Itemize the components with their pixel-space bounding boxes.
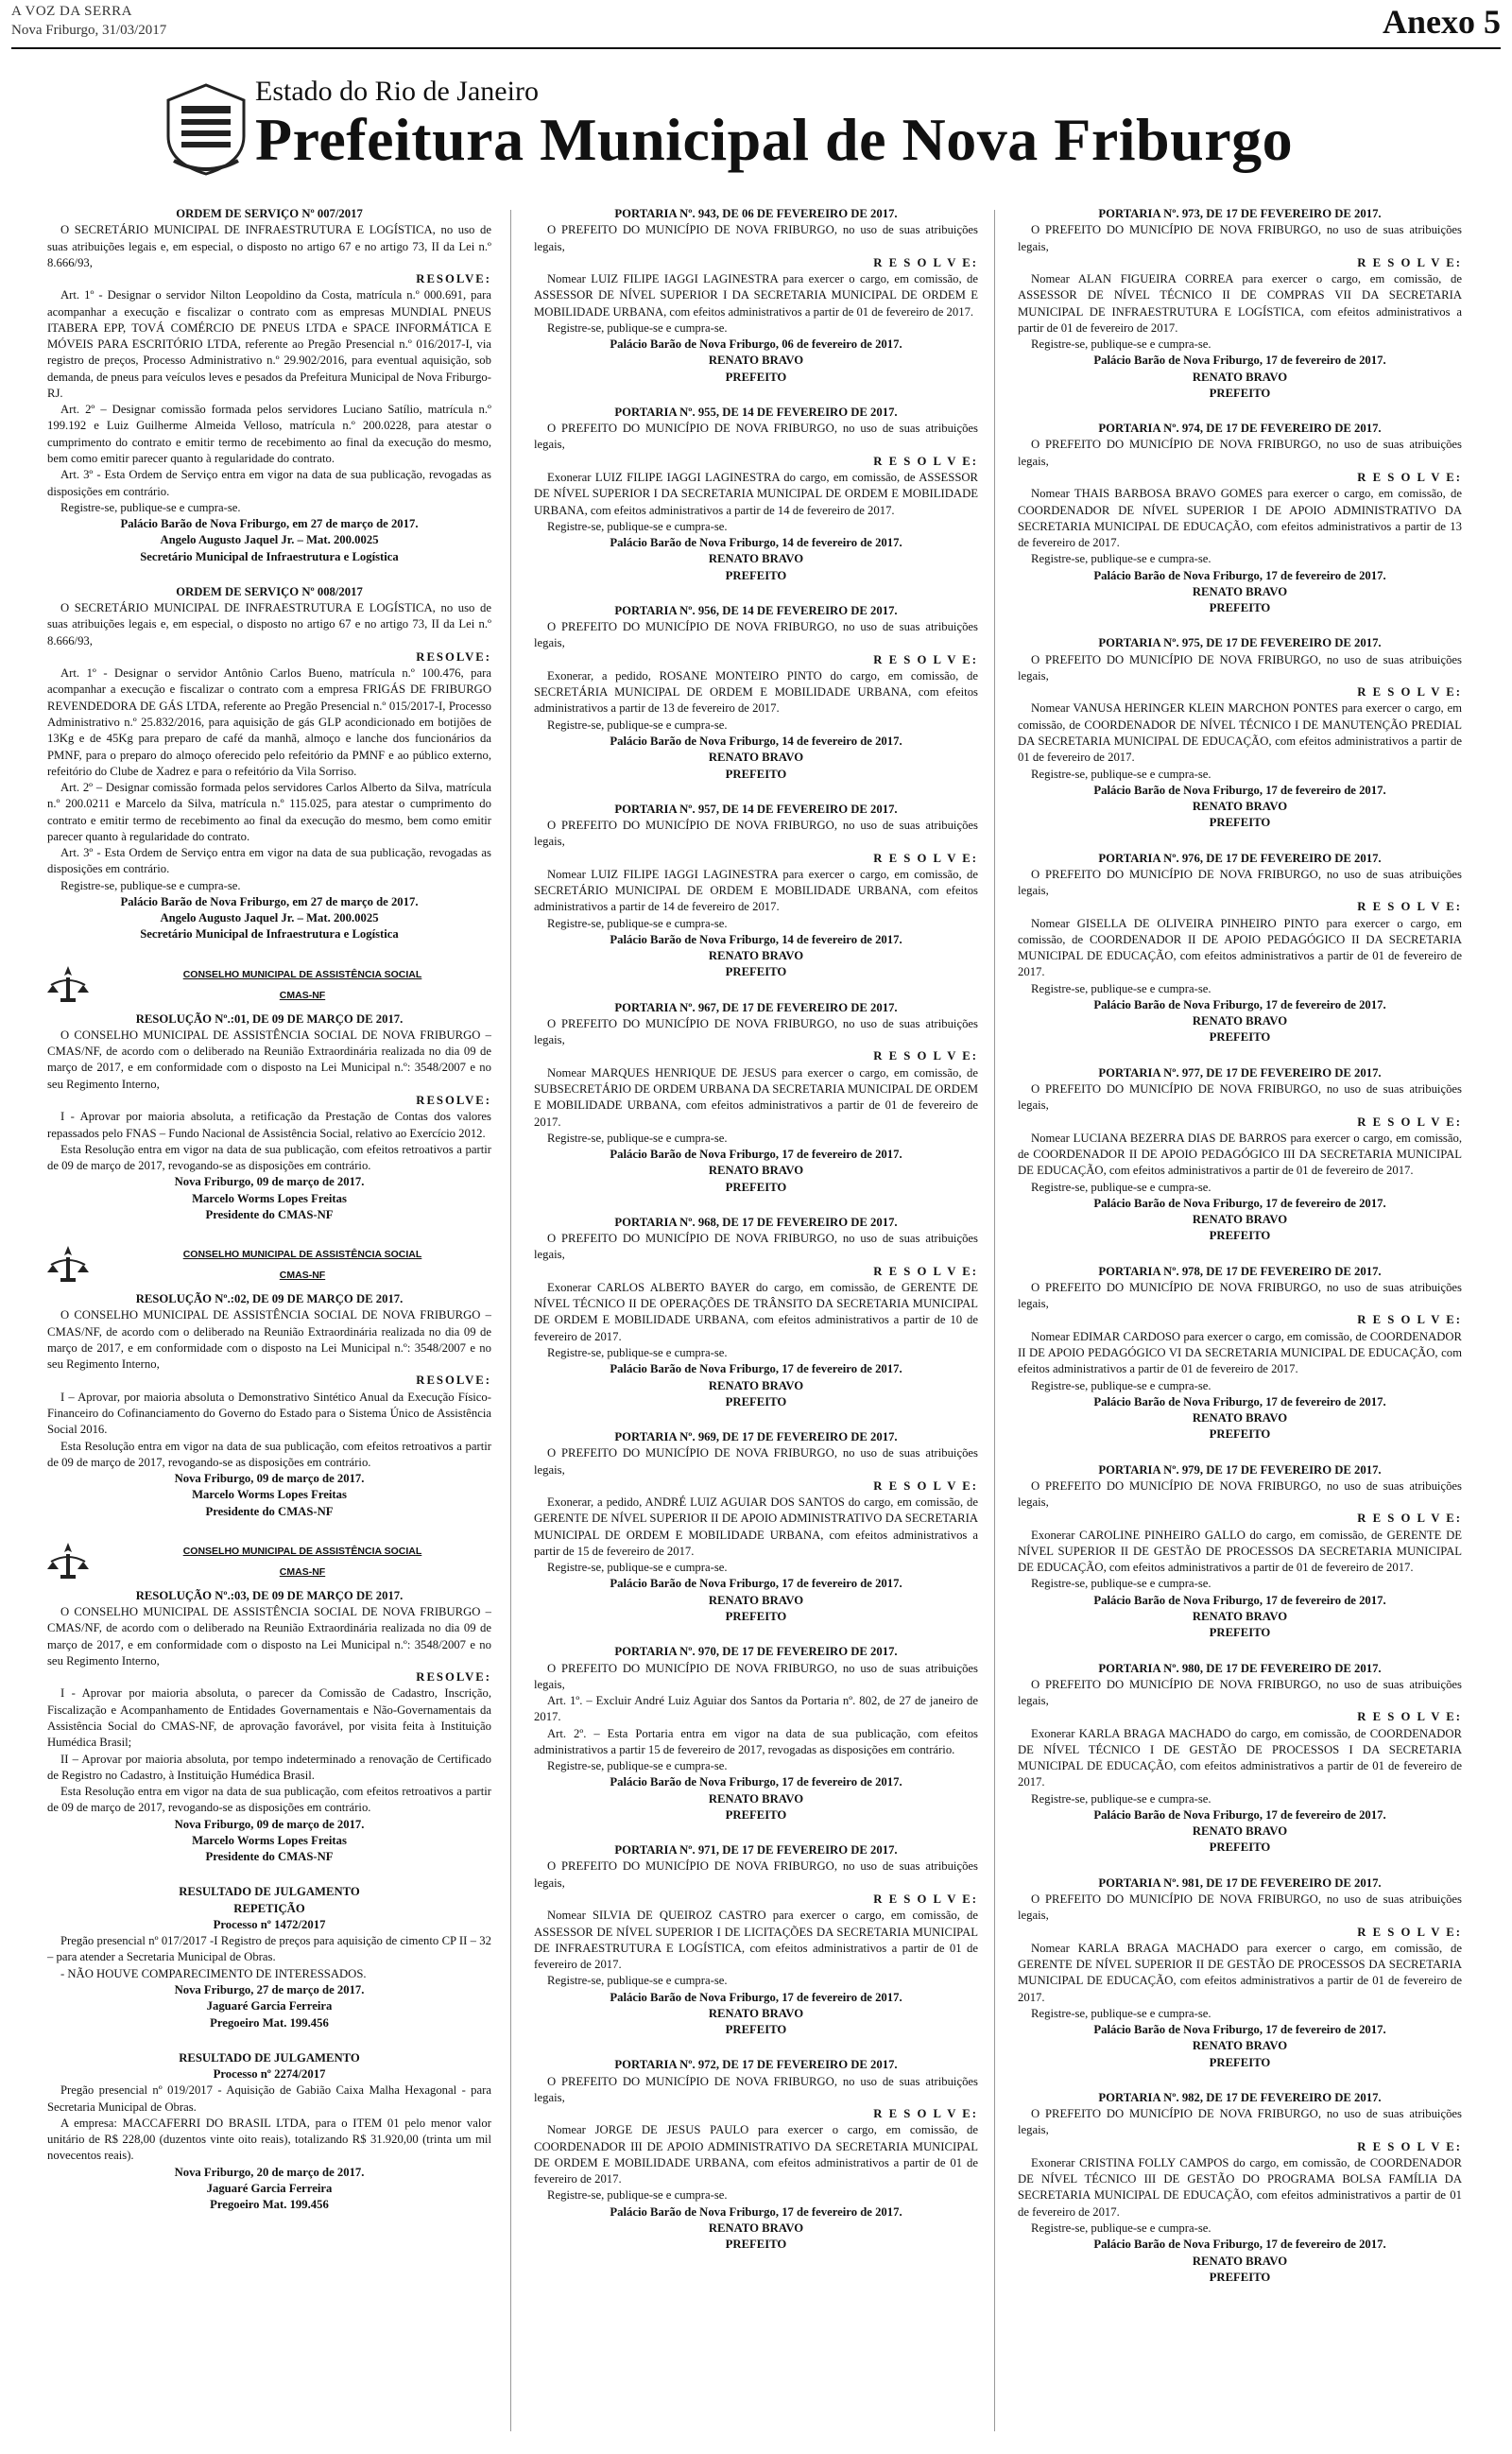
doc-paragraph: Art. 1º. – Excluir André Luiz Aguiar dos Santos da Portaria nº. 802, de 27 de janeiro de 2017. — [534, 1694, 978, 1724]
doc-paragraph: Registre-se, publique-se e cumpra-se. — [1031, 552, 1211, 566]
signer-role: Secretário Municipal de Infraestrutura e Logística — [140, 927, 399, 942]
column-3 — [1018, 206, 1462, 2437]
doc-paragraph: O CONSELHO MUNICIPAL DE ASSISTÊNCIA SOCIAL DE NOVA FRIBURGO – CMAS/NF, de acordo com o deliberado na Reunião Extraordinária realizada no dia 09 de março de 2017, e em conformidade com o disposto na Lei Municipal n.º: 3548/2007 e no seu Regimento Interno, — [47, 1028, 491, 1091]
doc-title: PORTARIA Nº. 982, DE 17 DE FEVEREIRO DE 2017. — [1098, 2090, 1382, 2104]
doc-paragraph: Nomear LUCIANA BEZERRA DIAS DE BARROS para exercer o cargo, em comissão, de COORDENADOR II DE APOIO PEDAGÓGICO III DA SECRETARIA MUNICIPAL DE EDUCAÇÃO, com efeitos administrativos a partir de 01 de fevereiro de 2017. — [1018, 1131, 1462, 1178]
process-number: Processo nº 2274/2017 — [213, 2067, 326, 2082]
doc-paragraph: Nomear KARLA BRAGA MACHADO para exercer o cargo, em comissão, de GERENTE DE NÍVEL SUPERIOR II DE GESTÃO DE PROCESSOS DA SECRETARIA MUNICIPAL DE EDUCAÇÃO, com efeitos administrativos a partir de 01 de fevereiro de 2017. — [1018, 1941, 1462, 2004]
resolucao-03 — [47, 1539, 491, 1866]
doc-paragraph: Registre-se, publique-se e cumpra-se. — [547, 1131, 728, 1145]
doc-paragraph: Art. 2º – Designar comissão formada pelos servidores Luciano Satílio, matrícula n.º 199.192 e Luiz Guilherme Almeida Velloso, matrícula n.º 200.0228, para atestar o cumprimento do contrato e emitir termo de recebimento ao final da execução do mesmo, bem como emitir parecer quanto à regularidade do contrato. — [47, 403, 491, 465]
resolve-label: R E S O L V E: — [1357, 2139, 1462, 2153]
doc-paragraph: I - Aprovar por maioria absoluta, o parecer da Comissão de Cadastro, Inscrição, Fiscalização e Acompanhamento de Entidades Governamentais e Não-Governamentais da Assistência Social do CMAS-NF, de aprovação favorável, por visita feita à Instituição Humédica Brasil; — [47, 1686, 491, 1750]
doc-date: Palácio Barão de Nova Friburgo, 17 de fevereiro de 2017. — [1093, 2238, 1386, 2252]
portaria-col2-8 — [534, 1842, 978, 2038]
doc-paragraph: O PREFEITO DO MUNICÍPIO DE NOVA FRIBURGO, no uso de suas atribuições legais, — [534, 2074, 978, 2104]
signer-name: RENATO BRAVO — [1192, 2254, 1288, 2268]
doc-date: Palácio Barão de Nova Friburgo, 06 de fevereiro de 2017. — [610, 337, 902, 352]
signer-role: PREFEITO — [1209, 1229, 1271, 1243]
cmas-subtitle: CMAS-NF — [279, 1270, 326, 1282]
portaria-col2-5 — [534, 1215, 978, 1410]
doc-paragraph: Nomear ALAN FIGUEIRA CORREA para exercer o cargo, em comissão, de ASSESSOR DE NÍVEL TÉCNICO II DE COMPRAS VII DA SECRETARIA MUNICIPAL DE INFRAESTRUTURA E LOGÍSTICA, com efeitos administrativos a partir de 01 de fevereiro de 2017. — [1018, 272, 1462, 335]
signer-role: PREFEITO — [725, 1180, 787, 1194]
resolve-label: R E S O L V E: — [873, 851, 978, 865]
doc-paragraph: O PREFEITO DO MUNICÍPIO DE NOVA FRIBURGO, no uso de suas atribuições legais, — [1018, 1082, 1462, 1113]
doc-paragraph: O PREFEITO DO MUNICÍPIO DE NOVA FRIBURGO, no uso de suas atribuições legais, — [1018, 2107, 1462, 2137]
doc-paragraph: O PREFEITO DO MUNICÍPIO DE NOVA FRIBURGO, no uso de suas atribuições legais, — [534, 223, 978, 253]
doc-paragraph: Nomear GISELLA DE OLIVEIRA PINHEIRO PINTO para exercer o cargo, em comissão, de COORDENADOR II DE APOIO PEDAGÓGICO II DA SECRETARIA MUNICIPAL DE EDUCAÇÃO, com efeitos administrativos a partir de 01 de fevereiro de 2017. — [1018, 916, 1462, 979]
signer-name: RENATO BRAVO — [708, 2221, 804, 2236]
portaria-col2-3 — [534, 802, 978, 981]
signer-role: PREFEITO — [725, 370, 787, 384]
resolve-label: R E S O L V E: — [873, 1478, 978, 1493]
doc-date: Palácio Barão de Nova Friburgo, 17 de fevereiro de 2017. — [610, 2204, 902, 2219]
portaria-col3-9 — [1018, 2090, 1462, 2286]
signer-role: PREFEITO — [725, 767, 787, 781]
doc-paragraph: O PREFEITO DO MUNICÍPIO DE NOVA FRIBURGO, no uso de suas atribuições legais, — [534, 1661, 978, 1691]
doc-date: Palácio Barão de Nova Friburgo, 17 de fevereiro de 2017. — [1093, 2023, 1386, 2037]
doc-paragraph: O PREFEITO DO MUNICÍPIO DE NOVA FRIBURGO, no uso de suas atribuições legais, — [1018, 1677, 1462, 1708]
doc-paragraph: Exonerar KARLA BRAGA MACHADO do cargo, em comissão, de COORDENADOR DE NÍVEL TÉCNICO I DE GESTÃO DE PROCESSOS I DA SECRETARIA MUNICIPAL DE EDUCAÇÃO, com efeitos administrativos a partir de 01 de fevereiro de 2017. — [1018, 1726, 1462, 1789]
doc-paragraph: Esta Resolução entra em vigor na data de sua publicação, com efeitos retroativos a partir de 09 de março de 2017, revogando-se as disposições em contrário. — [47, 1785, 491, 1815]
resolve-label: R E S O L V E: — [1357, 1115, 1462, 1129]
cmas-logo-icon — [47, 962, 89, 1004]
doc-paragraph: Nomear EDIMAR CARDOSO para exercer o cargo, em comissão, de COORDENADOR II DE APOIO PEDAGÓGICO VI DA SECRETARIA MUNICIPAL DE EDUCAÇÃO, com efeitos administrativos a partir de 01 de fevereiro de 2017. — [1018, 1329, 1462, 1376]
doc-date: Palácio Barão de Nova Friburgo, 17 de fevereiro de 2017. — [610, 1362, 902, 1376]
doc-date: Palácio Barão de Nova Friburgo, 17 de fevereiro de 2017. — [1093, 1196, 1386, 1210]
doc-title: RESULTADO DE JULGAMENTO — [179, 2050, 360, 2065]
doc-paragraph: Exonerar CARLOS ALBERTO BAYER do cargo, em comissão, de GERENTE DE NÍVEL TÉCNICO II DE OPERAÇÕES DE TRÂNSITO DA SECRETARIA MUNICIPAL DE ORDEM E MOBILIDADE URBANA, com efeitos administrativos a partir de 10 de fevereiro de 2017. — [534, 1280, 978, 1343]
page-header — [11, 0, 1501, 49]
doc-paragraph: I - Aprovar por maioria absoluta, a retificação da Prestação de Contas dos valores repassados pelo FNAS – Fundo Nacional de Assistência Social, relativo ao Exercício 2012. — [47, 1110, 491, 1140]
doc-paragraph: Registre-se, publique-se e cumpra-se. — [1031, 1577, 1211, 1591]
doc-date: Palácio Barão de Nova Friburgo, 17 de fevereiro de 2017. — [1093, 997, 1386, 1011]
doc-title: PORTARIA Nº. 957, DE 14 DE FEVEREIRO DE 2017. — [614, 802, 898, 816]
cmas-header — [47, 962, 491, 1008]
column-1 — [47, 206, 491, 2437]
signer-name: RENATO BRAVO — [708, 1164, 804, 1178]
doc-paragraph: Art. 3º - Esta Ordem de Serviço entra em vigor na data de sua publicação, revogadas as disposições em contrário. — [47, 846, 491, 876]
doc-paragraph: O PREFEITO DO MUNICÍPIO DE NOVA FRIBURGO, no uso de suas atribuições legais, — [1018, 1478, 1462, 1510]
doc-title: PORTARIA Nº. 981, DE 17 DE FEVEREIRO DE 2017. — [1098, 1875, 1382, 1890]
doc-paragraph: Art. 1º - Designar o servidor Nilton Leopoldino da Costa, matrícula n.º 000.691, para acompanhar a execução e fiscalizar o contrato com as empresas MUNDIAL PNEUS ITABERA EPP, TOVÁ COMÉRCIO DE PNEUS LTDA e SPACE INFORMÁTICA E MÓVEIS PARA ESCRITÓRIO LTDA, referente ao Pregão Presencial n.º 016/2017-I, via registro de preços, Processo Administrativo n.º 29.902/2016, para eventual aquisição, sob demanda, de pneus para veículos leves e pesados da Prefeitura Municipal de Nova Friburgo-RJ. — [47, 288, 491, 400]
signer-role: PREFEITO — [725, 1609, 787, 1623]
ordem-servico-008 — [47, 584, 491, 943]
signer-name: RENATO BRAVO — [1192, 1824, 1288, 1839]
signer-role: Presidente do CMAS-NF — [205, 1504, 334, 1518]
signer-name: Marcelo Worms Lopes Freitas — [192, 1833, 347, 1847]
portaria-col3-5 — [1018, 1264, 1462, 1443]
column-divider — [994, 210, 995, 2431]
resolve-label: RESOLVE: — [416, 272, 491, 286]
city-crest-icon — [161, 79, 251, 178]
doc-paragraph: O PREFEITO DO MUNICÍPIO DE NOVA FRIBURGO, no uso de suas atribuições legais, — [534, 819, 978, 849]
signer-role: PREFEITO — [725, 1394, 787, 1408]
doc-paragraph: Art. 3º - Esta Ordem de Serviço entra em vigor na data de sua publicação, revogadas as disposições em contrário. — [47, 468, 491, 498]
doc-title: PORTARIA Nº. 975, DE 17 DE FEVEREIRO DE 2017. — [1098, 636, 1382, 650]
portaria-col3-2 — [1018, 635, 1462, 831]
doc-paragraph: O CONSELHO MUNICIPAL DE ASSISTÊNCIA SOCIAL DE NOVA FRIBURGO – CMAS/NF, de acordo com o deliberado na Reunião Extraordinária realizada no dia 09 de março de 2017, e em conformidade com o disposto na Lei Municipal n.º: 3548/2007 e no seu Regimento Interno, — [47, 1308, 491, 1372]
signer-role: Pregoeiro Mat. 199.456 — [210, 2015, 329, 2030]
doc-title: PORTARIA Nº. 968, DE 17 DE FEVEREIRO DE 2017. — [614, 1215, 898, 1229]
signer-name: RENATO BRAVO — [708, 949, 804, 963]
signer-name: RENATO BRAVO — [708, 751, 804, 765]
cmas-logo-icon — [47, 1539, 89, 1581]
portaria-col2-1 — [534, 405, 978, 584]
signer-name: Jaguaré Garcia Ferreira — [206, 2181, 333, 2195]
cmas-header — [47, 1539, 491, 1584]
doc-date: Palácio Barão de Nova Friburgo, 14 de fevereiro de 2017. — [610, 734, 902, 748]
doc-title: PORTARIA Nº. 970, DE 17 DE FEVEREIRO DE 2017. — [614, 1645, 898, 1659]
doc-paragraph: Nomear LUIZ FILIPE IAGGI LAGINESTRA para exercer o cargo, em comissão, de ASSESSOR DE NÍVEL SUPERIOR I DA SECRETARIA MUNICIPAL DE ORDEM E MOBILIDADE URBANA, com efeitos administrativos a partir de 01 de fevereiro de 2017. — [534, 272, 978, 319]
signer-role: PREFEITO — [1209, 2055, 1271, 2069]
doc-paragraph: Registre-se, publique-se e cumpra-se. — [1031, 2006, 1211, 2020]
doc-paragraph: O PREFEITO DO MUNICÍPIO DE NOVA FRIBURGO, no uso de suas atribuições legais, — [534, 1232, 978, 1262]
portaria-col2-2 — [534, 603, 978, 783]
signer-name: RENATO BRAVO — [1192, 1609, 1288, 1623]
signer-role: PREFEITO — [1209, 816, 1271, 830]
signer-name: RENATO BRAVO — [708, 552, 804, 566]
resolve-label: R E S O L V E: — [873, 1892, 978, 1906]
signer-name: RENATO BRAVO — [708, 1593, 804, 1607]
doc-paragraph: Nomear THAIS BARBOSA BRAVO GOMES para exercer o cargo, em comissão, de COORDENADOR DE NÍVEL SUPERIOR I DE APOIO ADMINISTRATIVO DA SECRETARIA MUNICIPAL DE EDUCAÇÃO, com efeitos administrativos a partir de 13 de fevereiro de 2017. — [1018, 487, 1462, 550]
cmas-subtitle: CMAS-NF — [279, 989, 326, 1001]
signer-name: RENATO BRAVO — [1192, 1213, 1288, 1227]
doc-date: Nova Friburgo, 09 de março de 2017. — [174, 1817, 365, 1831]
resultado-julgamento-2 — [47, 2050, 491, 2214]
doc-paragraph: O PREFEITO DO MUNICÍPIO DE NOVA FRIBURGO, no uso de suas atribuições legais, — [534, 1016, 978, 1047]
signer-role: PREFEITO — [725, 965, 787, 979]
doc-paragraph: O PREFEITO DO MUNICÍPIO DE NOVA FRIBURGO, no uso de suas atribuições legais, — [1018, 1892, 1462, 1923]
doc-paragraph: - NÃO HOUVE COMPARECIMENTO DE INTERESSADOS. — [60, 1966, 367, 1980]
signer-role: PREFEITO — [725, 2023, 787, 2037]
resolve-label: R E S O L V E: — [1357, 255, 1462, 269]
doc-date: Nova Friburgo, 27 de março de 2017. — [174, 1982, 365, 1996]
doc-title: PORTARIA Nº. 955, DE 14 DE FEVEREIRO DE 2017. — [614, 405, 898, 419]
signer-name: Angelo Augusto Jaquel Jr. – Mat. 200.0025 — [160, 533, 379, 547]
doc-paragraph: O PREFEITO DO MUNICÍPIO DE NOVA FRIBURGO, no uso de suas atribuições legais, — [1018, 223, 1462, 253]
doc-paragraph: Registre-se, publique-se e cumpra-se. — [547, 1561, 728, 1575]
doc-paragraph: Registre-se, publique-se e cumpra-se. — [547, 717, 728, 732]
resultado-julgamento-1 — [47, 1884, 491, 2031]
signer-name: RENATO BRAVO — [1192, 370, 1288, 384]
cmas-title: CONSELHO MUNICIPAL DE ASSISTÊNCIA SOCIAL — [182, 1249, 422, 1261]
signer-role: PREFEITO — [725, 568, 787, 582]
signer-name: RENATO BRAVO — [1192, 2039, 1288, 2053]
portaria-col3-0 — [1018, 206, 1462, 402]
doc-paragraph: I – Aprovar, por maioria absoluta o Demonstrativo Sintético Anual da Execução Físico-Financeiro do Cofinanciamento do Governo do Estado para o Sistema Único de Assistência Social 2016. — [47, 1390, 491, 1437]
signer-name: RENATO BRAVO — [1192, 1411, 1288, 1426]
doc-paragraph: Registre-se, publique-se e cumpra-se. — [1031, 1180, 1211, 1194]
doc-paragraph: O SECRETÁRIO MUNICIPAL DE INFRAESTRUTURA E LOGÍSTICA, no uso de suas atribuições legais e, em especial, o disposto no artigo 67 e no artigo 73, II da Lei n.º 8.666/93, — [47, 601, 491, 648]
portaria-col2-0 — [534, 206, 978, 386]
doc-paragraph: Pregão presencial nº 017/2017 -I Registro de preços para aquisição de cimento CP II – 32 – para atender a Secretaria Municipal de Obras. — [47, 1934, 491, 1964]
resolve-label: R E S O L V E: — [873, 2107, 978, 2121]
column-divider — [510, 210, 511, 2431]
doc-title: PORTARIA Nº. 980, DE 17 DE FEVEREIRO DE 2017. — [1098, 1661, 1382, 1675]
doc-title: RESOLUÇÃO Nº.:02, DE 09 DE MARÇO DE 2017. — [135, 1292, 404, 1306]
doc-paragraph: Nomear MARQUES HENRIQUE DE JESUS para exercer o cargo, em comissão, de SUBSECRETÁRIO DE ORDEM URBANA DA SECRETARIA MUNICIPAL DE ORDEM E MOBILIDADE URBANA, com efeitos administrativos a partir de 01 de fevereiro de 2017. — [534, 1065, 978, 1129]
portaria-col3-1 — [1018, 421, 1462, 616]
doc-title: ORDEM DE SERVIÇO Nº 008/2017 — [176, 584, 363, 598]
cmas-header — [47, 1242, 491, 1287]
signer-role: PREFEITO — [1209, 601, 1271, 615]
doc-paragraph: O CONSELHO MUNICIPAL DE ASSISTÊNCIA SOCIAL DE NOVA FRIBURGO – CMAS/NF, de acordo com o deliberado na Reunião Extraordinária realizada no dia 09 de março de 2017, e em conformidade com o disposto na Lei Municipal n.º: 3548/2007 e no seu Regimento Interno, — [47, 1605, 491, 1668]
doc-paragraph: Nomear JORGE DE JESUS PAULO para exercer o cargo, em comissão, de COORDENADOR III DE APOIO ADMINISTRATIVO DA SECRETARIA MUNICIPAL DE ORDEM E MOBILIDADE URBANA, com efeitos administrativos a partir de 01 de fevereiro de 2017. — [534, 2123, 978, 2186]
doc-title: RESOLUÇÃO Nº.:03, DE 09 DE MARÇO DE 2017. — [135, 1588, 404, 1602]
signer-role: Secretário Municipal de Infraestrutura e Logística — [140, 549, 399, 563]
doc-paragraph: Registre-se, publique-se e cumpra-se. — [60, 878, 241, 892]
doc-date: Palácio Barão de Nova Friburgo, 17 de fevereiro de 2017. — [1093, 354, 1386, 368]
doc-date: Palácio Barão de Nova Friburgo, 17 de fevereiro de 2017. — [1093, 783, 1386, 797]
doc-paragraph: O PREFEITO DO MUNICÍPIO DE NOVA FRIBURGO, no uso de suas atribuições legais, — [534, 620, 978, 650]
doc-paragraph: Nomear SILVIA DE QUEIROZ CASTRO para exercer o cargo, em comissão, de ASSESSOR DE NÍVEL SUPERIOR I DE LICITAÇÕES DA SECRETARIA MUNICIPAL DE INFRAESTRUTURA E LOGÍSTICA, com efeitos administrativos a partir de 01 de fevereiro de 2017. — [534, 1909, 978, 1972]
page-title: Prefeitura Municipal de Nova Friburgo — [255, 106, 1294, 173]
cmas-subtitle: CMAS-NF — [279, 1566, 326, 1579]
doc-date: Nova Friburgo, 09 de março de 2017. — [174, 1472, 365, 1486]
doc-date: Palácio Barão de Nova Friburgo, 17 de fevereiro de 2017. — [610, 1148, 902, 1162]
state-name: Estado do Rio de Janeiro — [255, 76, 539, 107]
resolve-label: R E S O L V E: — [1357, 1710, 1462, 1724]
resolve-label: R E S O L V E: — [1357, 1512, 1462, 1526]
doc-paragraph: O PREFEITO DO MUNICÍPIO DE NOVA FRIBURGO, no uso de suas atribuições legais, — [1018, 867, 1462, 898]
doc-title: RESOLUÇÃO Nº.:01, DE 09 DE MARÇO DE 2017. — [135, 1011, 404, 1026]
signer-name: Marcelo Worms Lopes Freitas — [192, 1191, 347, 1205]
signer-name: RENATO BRAVO — [708, 354, 804, 368]
signer-role: Presidente do CMAS-NF — [205, 1207, 334, 1221]
doc-paragraph: Registre-se, publique-se e cumpra-se. — [547, 1759, 728, 1773]
resolve-label: R E S O L V E: — [873, 454, 978, 468]
signer-role: PREFEITO — [1209, 1840, 1271, 1855]
doc-paragraph: Esta Resolução entra em vigor na data de sua publicação, com efeitos retroativos a partir de 09 de março de 2017, revogando-se as disposições em contrário. — [47, 1142, 491, 1173]
doc-title: PORTARIA Nº. 978, DE 17 DE FEVEREIRO DE 2017. — [1098, 1264, 1382, 1278]
doc-title: PORTARIA Nº. 956, DE 14 DE FEVEREIRO DE 2017. — [614, 603, 898, 617]
cmas-title: CONSELHO MUNICIPAL DE ASSISTÊNCIA SOCIAL — [182, 968, 422, 980]
doc-paragraph: Exonerar LUIZ FILIPE IAGGI LAGINESTRA do cargo, em comissão, de ASSESSOR DE NÍVEL SUPERIOR I DA SECRETARIA MUNICIPAL DE ORDEM E MOBILIDADE URBANA, com efeitos administrativos a partir de 14 de fevereiro de 2017. — [534, 470, 978, 517]
resolve-label: RESOLVE: — [416, 1374, 491, 1388]
doc-paragraph: A empresa: MACCAFERRI DO BRASIL LTDA, para o ITEM 01 pelo menor valor unitário de R$ 228,00 (duzentos vinte oito reais), totalizando R$ 31.920,00 (trinta um mil novecentos reais). — [47, 2116, 491, 2163]
doc-paragraph: Registre-se, publique-se e cumpra-se. — [1031, 981, 1211, 995]
doc-paragraph: Art. 1º - Designar o servidor Antônio Carlos Bueno, matrícula n.º 100.476, para acompanhar a execução e fiscalizar o contrato com a empresa FRIGÁS DE FRIBURGO REVENDEDORA DE GÁS LTDA, referente ao Pregão Presencial n.º 015/2017-I, Processo Administrativo n.º 25.832/2016, para aquisição de gás GLP acondicionado em botijões de 13Kg e de 45Kg para preparo de café da manhã, almoço e lanche dos funcionários da PMNF, para o preparo do almoço oferecido pelo refeitório da PMNF e ao público externo, refeitório do Clube de Xadrez e para o refeitório da Vila Sorriso. — [47, 666, 491, 778]
doc-title: RESULTADO DE JULGAMENTO — [179, 1885, 360, 1899]
portaria-col3-3 — [1018, 851, 1462, 1046]
doc-date: Palácio Barão de Nova Friburgo, 17 de fevereiro de 2017. — [610, 1577, 902, 1591]
portaria-col2-9 — [534, 2057, 978, 2253]
doc-paragraph: Registre-se, publique-se e cumpra-se. — [547, 1346, 728, 1359]
doc-paragraph: Exonerar CAROLINE PINHEIRO GALLO do cargo, em comissão, de GERENTE DE NÍVEL SUPERIOR II DE GESTÃO DE PROCESSOS DA SECRETARIA MUNICIPAL DE EDUCAÇÃO, com efeitos administrativos a partir de 01 de fevereiro de 2017. — [1018, 1528, 1462, 1575]
resolve-label: RESOLVE: — [416, 1094, 491, 1108]
doc-paragraph: Registre-se, publique-se e cumpra-se. — [547, 916, 728, 930]
signer-role: PREFEITO — [725, 1807, 787, 1822]
signer-name: RENATO BRAVO — [708, 2006, 804, 2020]
doc-paragraph: O PREFEITO DO MUNICÍPIO DE NOVA FRIBURGO, no uso de suas atribuições legais, — [534, 1859, 978, 1890]
doc-title: PORTARIA Nº. 977, DE 17 DE FEVEREIRO DE 2017. — [1098, 1065, 1382, 1080]
doc-paragraph: Art. 2º. – Esta Portaria entra em vigor na data de sua publicação, com efeitos administrativos a partir 15 de fevereiro de 2017, revogadas as disposições em contrário. — [534, 1726, 978, 1756]
cmas-logo-icon — [47, 1242, 89, 1284]
ordem-servico-007 — [47, 206, 491, 565]
doc-paragraph: Registre-se, publique-se e cumpra-se. — [1031, 337, 1211, 352]
newspaper-name: A VOZ DA SERRA — [11, 4, 132, 19]
doc-paragraph: Registre-se, publique-se e cumpra-se. — [60, 500, 241, 514]
doc-title: PORTARIA Nº. 974, DE 17 DE FEVEREIRO DE 2017. — [1098, 422, 1382, 436]
doc-date: Palácio Barão de Nova Friburgo, 17 de fevereiro de 2017. — [1093, 568, 1386, 582]
doc-paragraph: Registre-se, publique-se e cumpra-se. — [547, 320, 728, 335]
doc-paragraph: Registre-se, publique-se e cumpra-se. — [547, 2188, 728, 2203]
doc-paragraph: Registre-se, publique-se e cumpra-se. — [1031, 2221, 1211, 2236]
signer-name: RENATO BRAVO — [708, 1378, 804, 1392]
doc-date: Palácio Barão de Nova Friburgo, 17 de fevereiro de 2017. — [1093, 1593, 1386, 1607]
signer-role: PREFEITO — [1209, 386, 1271, 400]
doc-title: PORTARIA Nº. 973, DE 17 DE FEVEREIRO DE 2017. — [1098, 207, 1382, 220]
resolve-label: R E S O L V E: — [1357, 1925, 1462, 1939]
portaria-col3-6 — [1018, 1462, 1462, 1642]
doc-paragraph: II – Aprovar por maioria absoluta, por tempo indeterminado a renovação de Certificado de Registro no Cadastro, à Instituição Humédica Brasil. — [47, 1752, 491, 1782]
resolucao-01 — [47, 962, 491, 1223]
doc-paragraph: O PREFEITO DO MUNICÍPIO DE NOVA FRIBURGO, no uso de suas atribuições legais, — [534, 1446, 978, 1477]
signer-name: Marcelo Worms Lopes Freitas — [192, 1488, 347, 1502]
column-2 — [534, 206, 978, 2437]
resolve-label: R E S O L V E: — [873, 1264, 978, 1278]
signer-role: PREFEITO — [1209, 1427, 1271, 1442]
doc-paragraph: O SECRETÁRIO MUNICIPAL DE INFRAESTRUTURA E LOGÍSTICA, no uso de suas atribuições legais e, em especial, o disposto no artigo 67 e no artigo 73, II da Lei n.º 8.666/93, — [47, 223, 491, 269]
doc-paragraph: Nomear VANUSA HERINGER KLEIN MARCHON PONTES para exercer o cargo, em comissão, de COORDENADOR DE NÍVEL TÉCNICO I DE MANUTENÇÃO PREDIAL DA SECRETARIA MUNICIPAL DE EDUCAÇÃO, com efeitos administrativos a partir de 01 de fevereiro de 2017. — [1018, 701, 1462, 765]
doc-date: Palácio Barão de Nova Friburgo, 17 de fevereiro de 2017. — [610, 1990, 902, 2004]
portaria-col2-6 — [534, 1429, 978, 1625]
doc-paragraph: Registre-se, publique-se e cumpra-se. — [1031, 1378, 1211, 1392]
doc-title: PORTARIA Nº. 969, DE 17 DE FEVEREIRO DE 2017. — [614, 1430, 898, 1444]
resolve-label: R E S O L V E: — [873, 652, 978, 666]
doc-title: PORTARIA Nº. 972, DE 17 DE FEVEREIRO DE 2017. — [614, 2058, 898, 2072]
doc-date: Palácio Barão de Nova Friburgo, em 27 de março de 2017. — [120, 517, 419, 531]
doc-paragraph: O PREFEITO DO MUNICÍPIO DE NOVA FRIBURGO, no uso de suas atribuições legais, — [1018, 1280, 1462, 1311]
doc-subtitle: REPETIÇÃO — [233, 1901, 305, 1915]
doc-paragraph: Pregão presencial nº 019/2017 - Aquisição de Gabião Caixa Malha Hexagonal - para Secretaria Municipal de Obras. — [47, 2083, 491, 2114]
doc-title: PORTARIA Nº. 971, DE 17 DE FEVEREIRO DE 2017. — [614, 1843, 898, 1858]
resolve-label: RESOLVE: — [416, 649, 491, 664]
doc-paragraph: Registre-se, publique-se e cumpra-se. — [547, 519, 728, 533]
signer-name: RENATO BRAVO — [1192, 1014, 1288, 1028]
doc-paragraph: O PREFEITO DO MUNICÍPIO DE NOVA FRIBURGO, no uso de suas atribuições legais, — [1018, 652, 1462, 683]
doc-title: PORTARIA Nº. 976, DE 17 DE FEVEREIRO DE 2017. — [1098, 851, 1382, 865]
doc-title: PORTARIA Nº. 979, DE 17 DE FEVEREIRO DE 2017. — [1098, 1462, 1382, 1477]
signer-name: Angelo Augusto Jaquel Jr. – Mat. 200.0025 — [160, 911, 379, 925]
doc-paragraph: Exonerar, a pedido, ANDRÉ LUIZ AGUIAR DOS SANTOS do cargo, em comissão, de GERENTE DE NÍVEL SUPERIOR II DE APOIO ADMINISTRATIVO DA SECRETARIA MUNICIPAL DE ORDEM E MOBILIDADE URBANA, com efeitos administrativos a partir de 15 de fevereiro de 2017. — [534, 1495, 978, 1558]
resolve-label: RESOLVE: — [416, 1670, 491, 1685]
signer-name: Jaguaré Garcia Ferreira — [206, 1999, 333, 2013]
signer-role: PREFEITO — [1209, 1030, 1271, 1045]
signer-name: RENATO BRAVO — [1192, 800, 1288, 814]
doc-date: Palácio Barão de Nova Friburgo, 14 de fevereiro de 2017. — [610, 536, 902, 550]
portaria-col2-4 — [534, 1000, 978, 1196]
signer-role: PREFEITO — [1209, 2270, 1271, 2284]
portaria-col2-7 — [534, 1644, 978, 1823]
doc-paragraph: O PREFEITO DO MUNICÍPIO DE NOVA FRIBURGO, no uso de suas atribuições legais, — [534, 422, 978, 452]
doc-paragraph: Nomear LUIZ FILIPE IAGGI LAGINESTRA para exercer o cargo, em comissão, de SECRETÁRIO MUNICIPAL DE ORDEM E MOBILIDADE URBANA, com efeitos administrativos a partir de 14 de fevereiro de 2017. — [534, 867, 978, 914]
portaria-col3-8 — [1018, 1875, 1462, 2071]
resolve-label: R E S O L V E: — [873, 1049, 978, 1063]
cmas-title: CONSELHO MUNICIPAL DE ASSISTÊNCIA SOCIAL — [182, 1545, 422, 1557]
doc-date: Palácio Barão de Nova Friburgo, em 27 de março de 2017. — [120, 894, 419, 908]
edition-date: Nova Friburgo, 31/03/2017 — [11, 23, 167, 38]
signer-name: RENATO BRAVO — [708, 1791, 804, 1806]
portaria-col3-4 — [1018, 1065, 1462, 1245]
doc-date: Palácio Barão de Nova Friburgo, 14 de fevereiro de 2017. — [610, 932, 902, 946]
process-number: Processo nº 1472/2017 — [213, 1917, 326, 1931]
doc-paragraph: Registre-se, publique-se e cumpra-se. — [1031, 767, 1211, 781]
resolucao-02 — [47, 1242, 491, 1520]
doc-title: PORTARIA Nº. 967, DE 17 DE FEVEREIRO DE 2017. — [614, 1000, 898, 1014]
resolve-label: R E S O L V E: — [1357, 900, 1462, 914]
resolve-label: R E S O L V E: — [1357, 470, 1462, 484]
signer-role: Pregoeiro Mat. 199.456 — [210, 2198, 329, 2212]
doc-paragraph: Registre-se, publique-se e cumpra-se. — [547, 1974, 728, 1988]
portaria-col3-7 — [1018, 1661, 1462, 1857]
doc-date: Palácio Barão de Nova Friburgo, 17 de fevereiro de 2017. — [1093, 1394, 1386, 1408]
doc-title: ORDEM DE SERVIÇO Nº 007/2017 — [176, 207, 363, 220]
resolve-label: R E S O L V E: — [1357, 1313, 1462, 1327]
signer-role: Presidente do CMAS-NF — [205, 1850, 334, 1864]
resolve-label: R E S O L V E: — [1357, 685, 1462, 700]
resolve-label: R E S O L V E: — [873, 255, 978, 269]
doc-paragraph: Esta Resolução entra em vigor na data de sua publicação, com efeitos retroativos a partir de 09 de março de 2017, revogando-se as disposições em contrário. — [47, 1439, 491, 1469]
annex-label: Anexo 5 — [1383, 3, 1501, 41]
doc-paragraph: O PREFEITO DO MUNICÍPIO DE NOVA FRIBURGO, no uso de suas atribuições legais, — [1018, 438, 1462, 468]
signer-role: PREFEITO — [725, 2238, 787, 2252]
doc-date: Palácio Barão de Nova Friburgo, 17 de fevereiro de 2017. — [610, 1775, 902, 1789]
signer-role: PREFEITO — [1209, 1626, 1271, 1640]
doc-paragraph: Art. 2º – Designar comissão formada pelos servidores Carlos Alberto da Silva, matrícula n.º 200.0211 e Marcelo da Silva, matrícula n.º 115.025, para atestar o cumprimento do contrato e emitir termo de recebimento ao final da execução do mesmo, bem como emitir parecer quanto à regularidade do contrato. — [47, 781, 491, 843]
doc-title: PORTARIA Nº. 943, DE 06 DE FEVEREIRO DE 2017. — [614, 207, 898, 220]
doc-paragraph: Exonerar CRISTINA FOLLY CAMPOS do cargo, em comissão, de COORDENADOR DE NÍVEL TÉCNICO III DE GESTÃO DO PROGRAMA BOLSA FAMÍLIA DA SECRETARIA MUNICIPAL DE EDUCAÇÃO, com efeitos administrativos a partir de 01 de fevereiro de 2017. — [1018, 2155, 1462, 2219]
doc-paragraph: Exonerar, a pedido, ROSANE MONTEIRO PINTO do cargo, em comissão, de SECRETÁRIA MUNICIPAL DE ORDEM E MOBILIDADE URBANA, com efeitos administrativos a partir de 13 de fevereiro de 2017. — [534, 668, 978, 716]
doc-date: Nova Friburgo, 20 de março de 2017. — [174, 2165, 365, 2179]
signer-name: RENATO BRAVO — [1192, 584, 1288, 598]
doc-paragraph: Registre-se, publique-se e cumpra-se. — [1031, 1791, 1211, 1806]
doc-date: Nova Friburgo, 09 de março de 2017. — [174, 1175, 365, 1189]
doc-date: Palácio Barão de Nova Friburgo, 17 de fevereiro de 2017. — [1093, 1807, 1386, 1822]
